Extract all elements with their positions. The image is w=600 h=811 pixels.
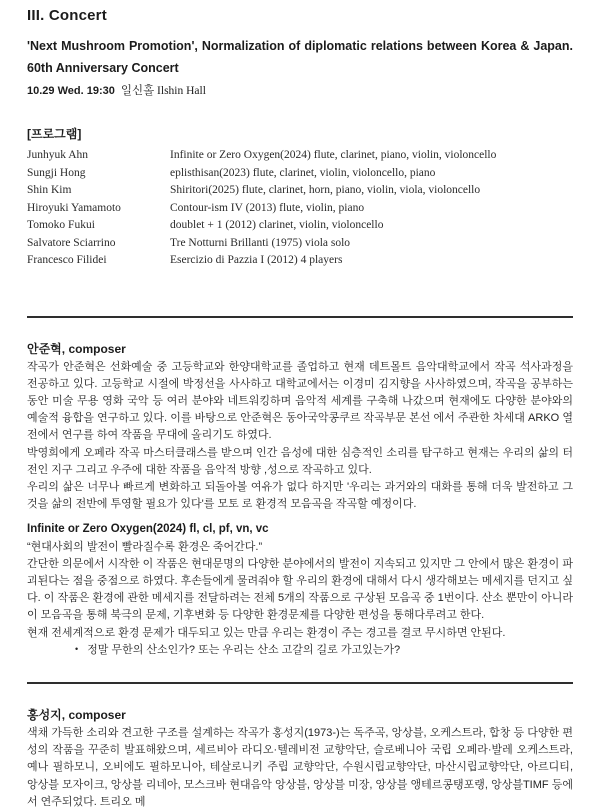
program-row (27, 182, 573, 200)
work-note (27, 521, 573, 659)
program-work: Contour-ism IV (2013) flute, violin, piano (170, 201, 365, 214)
composer-bio (27, 725, 573, 811)
program-row (27, 217, 573, 235)
program-composer: Salvatore Sciarrino (27, 236, 116, 249)
program-row (27, 165, 573, 183)
event-datetime: 10.29 Wed. 19:30 (27, 85, 115, 97)
program-work: doublet + 1 (2012) clarinet, violin, violoncello (170, 219, 384, 231)
composer-bio-section (27, 341, 573, 659)
bullet-item: • 정말 무한의 산소인가? 또는 우리는 산소 고갈의 길로 가고있는가? (75, 642, 573, 659)
program-work: Shiritori(2025) flute, clarinet, horn, piano, violin, viola, violoncello (170, 184, 481, 196)
composer-heading: 홍성지, composer (27, 707, 126, 722)
program-composer: Shin Kim (27, 184, 72, 196)
program-composer: Tomoko Fukui (27, 219, 95, 231)
section-divider (27, 316, 573, 318)
program-work: Tre Notturni Brillanti (1975) viola solo (170, 236, 351, 249)
bio-paragraph: 색채 가득한 소리와 견고한 구조를 설계하는 작곡가 홍성지(1973-)는 독주곡, 앙상블, 오케스트라, 합창 등 다양한 편성의 작품을 꾸준히 발표해왔으며, 세르비아 라디오·텔레비전 교향악단, 슬로베니아 국립 오페라·발레 오케스트라, 예나 필하모니, 오비에도 필하모니아, 테살로니키 주립 교향악단, 수원시립교향악단, 마산시립교향악단, 아르디티, 앙상블 모자이크, 앙상블 리네아, 모스크바 현대음악 앙상블, 앙상블 미장, 앙상블 앵테르콩탱포랭, 앙상블TIMF 등에서 연주되었다. 트리오 메 (27, 726, 573, 808)
program-row (27, 147, 573, 165)
program-composer: Francesco Filidei (27, 254, 107, 266)
program-row (27, 200, 573, 218)
event-venue: 일신홀 Ilshin Hall (120, 85, 206, 97)
program-label: [프로그램] (27, 127, 82, 141)
work-note-quote: “현대사회의 발전이 빨라질수록 환경은 죽어간다.” (27, 540, 263, 553)
program-composer: Junhyuk Ahn (27, 149, 89, 161)
program-work: eplisthisan(2023) flute, clarinet, violin, violoncello, piano (170, 166, 436, 179)
composer-bio-section (27, 707, 573, 811)
concert-subtitle: 'Next Mushroom Promotion', Normalization of diplomatic relations between Korea & Japan. 60th Anniversary Concert (27, 39, 573, 75)
program-row (27, 235, 573, 253)
work-note-closing: 현재 전세계적으로 환경 문제가 대두되고 있는 만큼 우리는 환경이 주는 경고를 결코 무시하면 안된다. (27, 626, 506, 639)
bio-paragraph: 작곡가 안준혁은 선화예술 중 고등학교와 한양대학교를 졸업하고 현재 데트몰트 음악대학교에서 작곡 석사과정을 전공하고 있다. 고등학교 시절에 박정선을 사사하고 대학교에서는 이경미 김지향을 사사하였으며, 작곡을 공부하는 동안 미술 무용 영화 국악 등 여러 분야와 네트워킹하며 음악적 세계를 구축해 나갔으며 현재에도 다양한 분야와의 예술적 융합을 연구하고 있다. 이를 바탕으로 안준혁은 동아국악콩쿠르 작곡부문 본선 에서 주관한 차세대 ARKO 열전에서 연구를 하여 작품을 무대에 올리기도 하였다. (27, 360, 573, 442)
program-composer: Hiroyuki Yamamoto (27, 201, 121, 214)
event-dateline (27, 84, 573, 99)
page-title: III. Concert (27, 7, 107, 24)
section-divider (27, 682, 573, 684)
program-list (27, 147, 573, 270)
work-note-title: Infinite or Zero Oxygen(2024) fl, cl, pf, vn, vc (27, 523, 269, 536)
bio-paragraph: 우리의 삶은 너무나 빠르게 변화하고 되돌아볼 여유가 없다 하지만 '우리는 과거와의 대화를 통해 더욱 발전하고 그것을 삶의 전반에 투영할 필요가 있다'를 모토 로 환경적 모음곡을 작곡할 예정이다. (27, 480, 573, 511)
bullet-list (27, 642, 573, 659)
program-composer: Sungji Hong (27, 166, 86, 179)
work-note-body: 간단한 의문에서 시작한 이 작품은 현대문명의 다양한 분야에서의 발전이 지속되고 있지만 그 안에서 많은 환경이 파괴된다는 점을 중점으로 하였다. 후손들에게 물려줘야 할 우리의 환경에 대해서 다시 생각해보는 메세지를 던지고 싶다. 이 작품은 환경에 관한 메세지를 전달하려는 전체 5개의 작품으로 구상된 모음곡 중 1번이다. 산소 뿐만이 아니라 이 모음곡을 통해 북극의 문제, 기후변화 등 다양한 환경문제를 다양한 편성을 통해다루려고 한다. (27, 557, 573, 622)
program-work: Infinite or Zero Oxygen(2024) flute, clarinet, piano, violin, violoncello (170, 149, 497, 161)
composer-heading: 안준혁, composer (27, 341, 126, 356)
bio-paragraph: 박영희에게 오페라 작곡 마스터클래스를 받으며 인간 음성에 대한 심층적인 소리를 탐구하고 현재는 우리의 삶의 터전인 지구 그리고 우주에 대한 작품을 음악적 방향 ,성으로 작곡하고 있다. (27, 446, 573, 476)
composer-bio (27, 359, 573, 514)
program-work: Esercizio di Pazzia I (2012) 4 players (170, 254, 343, 266)
program-row (27, 252, 573, 270)
